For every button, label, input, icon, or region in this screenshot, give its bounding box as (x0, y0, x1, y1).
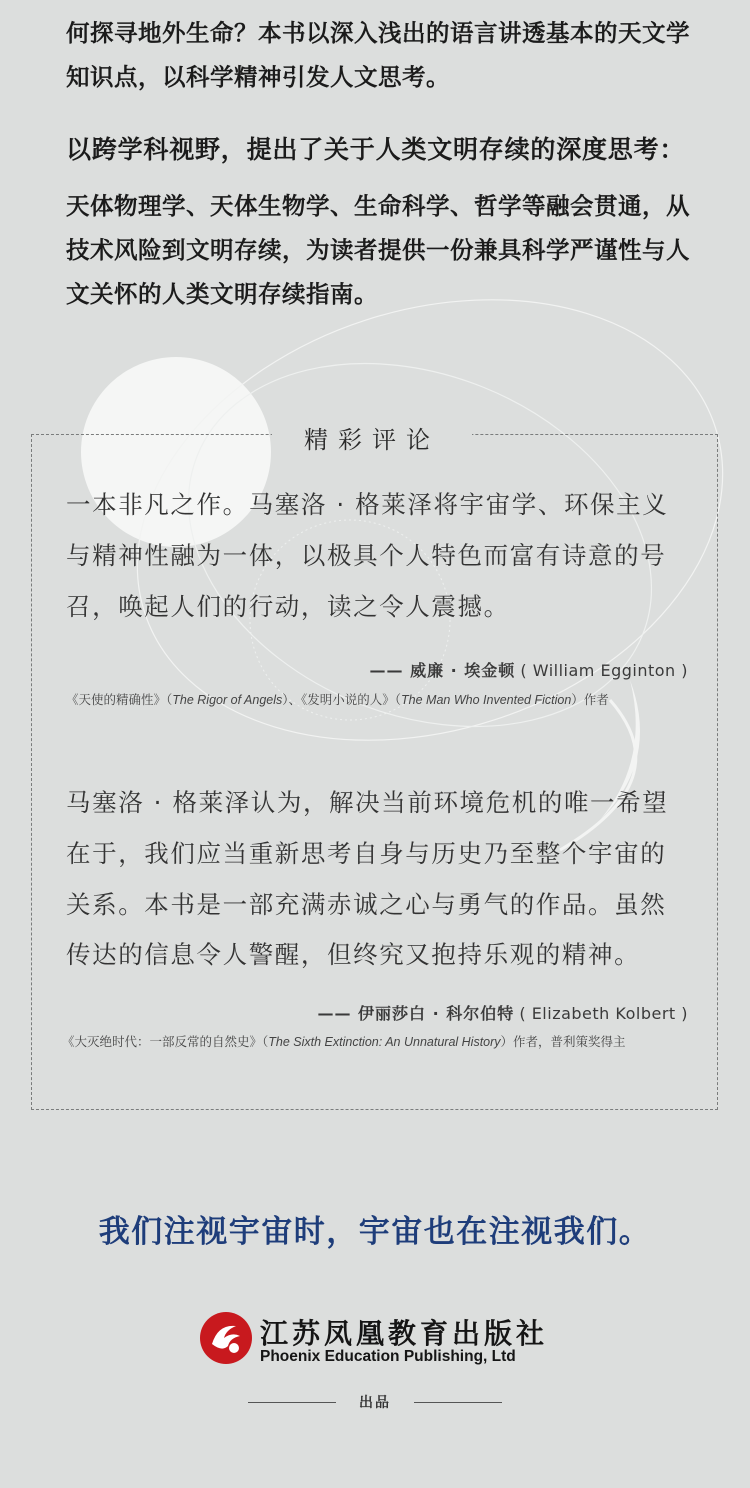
review-2-line-3: 关系。本书是一部充满赤诚之心与勇气的作品。虽然 (66, 890, 667, 919)
section-line-1: 天体物理学、天体生物学、生命科学、哲学等融会贯通，从 (66, 192, 690, 220)
review-1-line-1: 一本非凡之作。马塞洛 · 格莱泽将宇宙学、环保主义 (66, 490, 669, 519)
review-1-source-title-1: The Rigor of Angels (172, 693, 283, 707)
phoenix-logo-icon (198, 1310, 254, 1366)
section-line-3: 文关怀的人类文明存续指南。 (66, 280, 378, 308)
divider-right (414, 1402, 502, 1403)
review-1-attribution (370, 658, 688, 681)
review-2-line-2: 在于，我们应当重新思考自身与历史乃至整个宇宙的 (66, 839, 667, 868)
review-1-source-title-2: The Man Who Invented Fiction (401, 693, 572, 707)
section-line-2: 技术风险到文明存续，为读者提供一份兼具科学严谨性与人 (66, 236, 690, 264)
review-1-source (66, 690, 609, 708)
intro-line-2: 知识点，以科学精神引发人文思考。 (66, 63, 450, 91)
review-1-source-part-3: ）作者 (571, 692, 609, 707)
reviews-title: 精彩评论 (272, 420, 472, 455)
review-1-source-part-2: ）、《发明小说的人》（ (282, 692, 402, 707)
review-1-source-part-1: 《天使的精确性》（ (66, 692, 173, 707)
review-1-line-2: 与精神性融为一体，以极具个人特色而富有诗意的号 (66, 541, 667, 570)
publisher-label: 出品 (359, 1395, 391, 1411)
intro-line-1: 何探寻地外生命？本书以深入浅出的语言讲透基本的天文学 (66, 19, 690, 47)
slogan: 我们注视宇宙时，宇宙也在注视我们。 (98, 1214, 652, 1250)
publisher-name-en: Phoenix Education Publishing, Ltd (260, 1348, 516, 1365)
review-2-line-1: 马塞洛 · 格莱泽认为，解决当前环境危机的唯一希望 (66, 788, 669, 817)
divider-left (248, 1402, 336, 1403)
review-2-source (62, 1032, 626, 1050)
review-2-attribution (317, 1001, 688, 1024)
review-1-author-en: ( William Egginton ) (520, 661, 688, 680)
review-2-author-cn: —— 伊丽莎白 · 科尔伯特 (317, 1004, 515, 1023)
review-2-line-4: 传达的信息令人警醒，但终究又抱持乐观的精神。 (66, 940, 641, 969)
section-heading: 以跨学科视野，提出了关于人类文明存续的深度思考： (66, 135, 686, 164)
review-2-author-en: ( Elizabeth Kolbert ) (519, 1004, 688, 1023)
review-2-source-title: The Sixth Extinction: An Unnatural History (268, 1035, 501, 1049)
review-2-source-part-2: ）作者，普利策奖得主 (500, 1034, 626, 1049)
publisher-logo (198, 1304, 558, 1374)
review-1-line-3: 召，唤起人们的行动，读之令人震撼。 (66, 592, 510, 621)
publisher-name-cn: 江苏凤凰教育出版社 (260, 1317, 549, 1350)
review-2-source-part-1: 《大灭绝时代：一部反常的自然史》（ (62, 1034, 269, 1049)
review-1-author-cn: —— 威廉 · 埃金顿 (369, 661, 516, 680)
